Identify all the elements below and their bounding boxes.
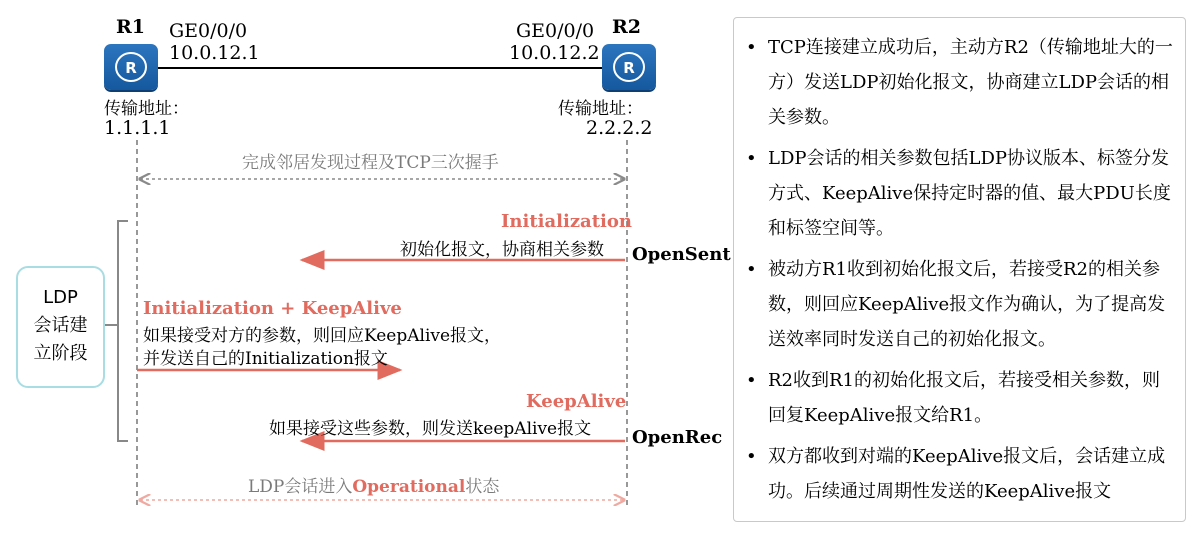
stage-label-line-2: 会话建	[33, 315, 88, 336]
operational-text	[248, 472, 499, 497]
bullet-icon: •	[746, 148, 757, 169]
bullet-icon: •	[746, 37, 757, 58]
explanation-panel	[733, 17, 1186, 522]
initka-desc-1: 如果接受对方的参数，则回应KeepAlive报文，	[143, 326, 502, 346]
r1-transport-addr: 1.1.1.1	[104, 117, 171, 139]
operational-suffix: 状态	[465, 477, 500, 497]
bullet-icon: •	[746, 259, 757, 280]
initka-desc-2: 并发送自己的Initialization报文	[143, 349, 388, 369]
ka-desc: 如果接受这些参数，则发送keepAlive报文	[269, 419, 592, 439]
init-title: Initialization	[501, 211, 632, 232]
state-opensent: OpenSent	[632, 244, 731, 265]
stage-label-line-1: LDP	[43, 287, 78, 308]
operational-prefix: LDP会话进入	[248, 477, 353, 497]
panel-item	[742, 439, 1175, 509]
operational-word: Operational	[352, 477, 466, 497]
svg-text:R: R	[623, 59, 635, 77]
ka-title: KeepAlive	[526, 391, 627, 412]
panel-item	[742, 363, 1175, 433]
state-openrec: OpenRec	[632, 427, 723, 448]
panel-item	[742, 141, 1175, 246]
panel-item-text: TCP连接建立成功后，主动方R2（传输地址大的一方）发送LDP初始化报文，协商建立LDP会话的相关参数。	[768, 37, 1173, 128]
discovery-text: 完成邻居发现过程及TCP三次握手	[242, 153, 499, 173]
r1-interface: GE0/0/0	[169, 20, 248, 42]
panel-item-text: LDP会话的相关参数包括LDP协议版本、标签分发方式、KeepAlive保持定时器的值、最大PDU长度和标签空间等。	[768, 148, 1171, 239]
panel-item-text: R2收到R1的初始化报文后，若接受相关参数，则回复KeepAlive报文给R1。	[768, 370, 1161, 426]
r1-name: R1	[116, 16, 146, 38]
r2-router-icon	[602, 44, 656, 90]
svg-text:R: R	[125, 59, 137, 77]
r2-ip: 10.0.12.2	[509, 42, 600, 64]
panel-item	[742, 30, 1175, 135]
initka-title: Initialization + KeepAlive	[143, 298, 402, 319]
stage-label-line-3: 立阶段	[33, 343, 88, 364]
stage-bracket	[118, 221, 128, 441]
r2-transport-label: 传输地址：	[558, 99, 643, 119]
r2-interface: GE0/0/0	[516, 20, 595, 42]
panel-item	[742, 252, 1175, 357]
panel-item-text: 被动方R1收到初始化报文后，若接受R2的相关参数，则回应KeepAlive报文作为确认，为了提高发送效率同时发送自己的初始化报文。	[768, 259, 1166, 350]
panel-item-text: 双方都收到对端的KeepAlive报文后，会话建立成功。后续通过周期性发送的KeepAlive报文	[768, 446, 1166, 502]
init-desc: 初始化报文，协商相关参数	[400, 240, 604, 260]
r1-router-icon	[104, 44, 158, 90]
bullet-icon: •	[746, 446, 757, 467]
bullet-icon: •	[746, 370, 757, 391]
r1-transport-label: 传输地址：	[104, 99, 189, 119]
r1-ip: 10.0.12.1	[169, 42, 260, 64]
stage-label-box	[16, 266, 105, 388]
r2-name: R2	[612, 16, 642, 38]
r2-transport-addr: 2.2.2.2	[586, 117, 653, 139]
